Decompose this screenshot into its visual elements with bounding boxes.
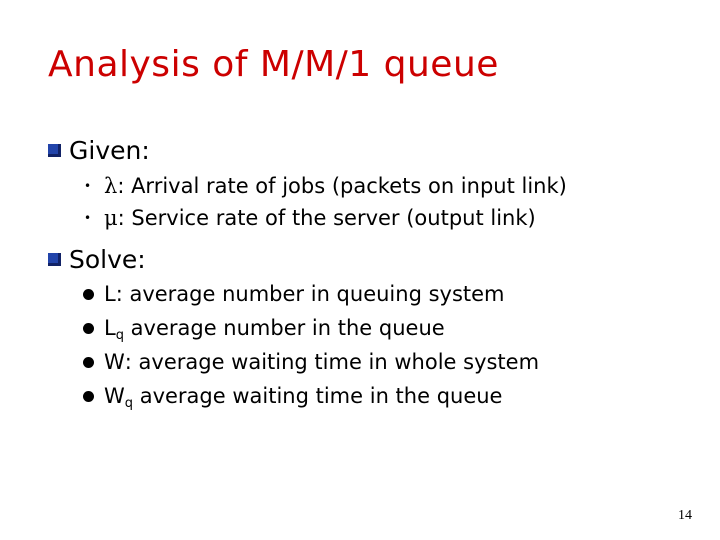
var-sub: q [115, 328, 124, 343]
small-bullet-icon: • [84, 179, 92, 193]
given-heading-text: Given: [69, 136, 150, 165]
var-main: W [104, 384, 125, 408]
slide-title: Analysis of M/M/1 queue [48, 44, 499, 85]
var-main: L [104, 282, 116, 306]
given-item-text: : Service rate of the server (output link) [117, 206, 536, 230]
round-bullet-icon [83, 357, 94, 368]
section-given-heading [48, 138, 150, 163]
round-bullet-icon [83, 391, 94, 402]
mu-symbol: μ [104, 206, 118, 230]
page-number: 14 [678, 508, 692, 523]
solve-item-text: average waiting time in the queue [133, 384, 503, 408]
solve-item-wq [104, 384, 503, 411]
round-bullet-icon [83, 289, 94, 300]
round-bullet-icon [83, 323, 94, 334]
given-item-mu [104, 208, 536, 229]
solve-item-w [104, 352, 539, 373]
solve-item-l [104, 284, 505, 305]
var-sub: q [124, 396, 134, 411]
solve-item-text: : average number in queuing system [115, 282, 505, 306]
solve-item-lq [104, 316, 445, 343]
solve-item-text: average number in the queue [123, 316, 445, 340]
square-bullet-icon [48, 144, 61, 157]
section-solve-heading [48, 247, 146, 272]
small-bullet-icon: • [84, 211, 92, 225]
square-bullet-icon [48, 253, 61, 266]
var-main: W [104, 350, 125, 374]
given-item-lambda [104, 176, 567, 197]
given-item-text: : Arrival rate of jobs (packets on input link) [117, 174, 567, 198]
lambda-symbol: λ [104, 174, 118, 198]
var-main: L [104, 316, 116, 340]
solve-heading-text: Solve: [69, 245, 146, 274]
solve-item-text: : average waiting time in whole system [124, 350, 540, 374]
